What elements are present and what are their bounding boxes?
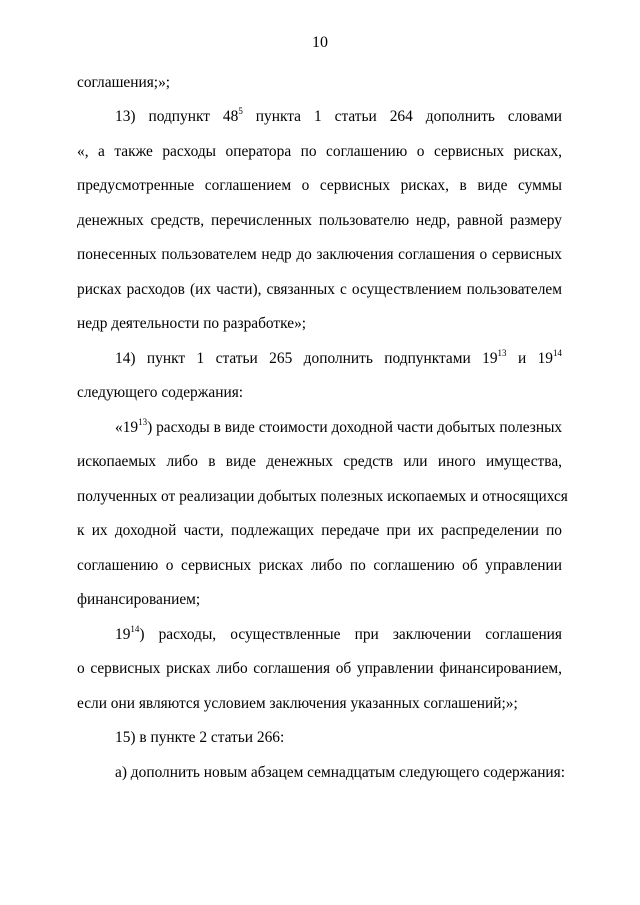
text-line: ископаемых либо в виде денежных средств или иного имущества, xyxy=(77,453,562,470)
text-line: соглашения;»; xyxy=(77,74,171,91)
text-line: рисках расходов (их части), связанных с осуществлением пользователем xyxy=(77,281,562,298)
text-line: если они являются условием заключения указанных соглашений;»; xyxy=(77,695,518,712)
page-number: 10 xyxy=(312,34,328,51)
text-line: соглашению о сервисных рисках либо по соглашению об управлении xyxy=(77,557,562,574)
text-line: понесенных пользователем недр до заключения соглашения о сервисных xyxy=(77,246,562,263)
text-line: «, а также расходы оператора по соглашению о сервисных рисках, xyxy=(77,143,562,160)
text-line: предусмотренные соглашением о сервисных рисках, в виде суммы xyxy=(77,177,562,194)
text-line: денежных средств, перечисленных пользователю недр, равной размеру xyxy=(77,212,562,229)
text-line: полученных от реализации добытых полезных ископаемых и относящихся xyxy=(77,488,568,505)
text-line: к их доходной части, подлежащих передаче при их распределении по xyxy=(77,522,562,539)
paragraph-14-first-line: 14) пункт 1 статьи 265 дополнить подпунктами $19^{13}$ и $19^{14}$ xyxy=(115,348,562,367)
text-line: финансированием; xyxy=(77,591,201,608)
subpoint-19-13-first-line: «$19^{13}$) расходы в виде стоимости доходной части добытых полезных xyxy=(115,417,563,436)
paragraph-13-first-line: 13) подпункт $48^5$ пункта 1 статьи 264 дополнить словами xyxy=(115,106,562,125)
text-line: недр деятельности по разработке»; xyxy=(77,315,307,332)
subpoint-19-14-first-line: $19^{14}$) расходы, осуществленные при заключении соглашения xyxy=(115,624,562,643)
subparagraph-a-line: а) дополнить новым абзацем семнадцатым следующего содержания: xyxy=(115,764,566,781)
paragraph-15-line: 15) в пункте 2 статьи 266: xyxy=(115,729,285,746)
text-line: следующего содержания: xyxy=(77,384,244,401)
text-line: о сервисных рисках либо соглашения об управлении финансированием, xyxy=(77,660,562,677)
